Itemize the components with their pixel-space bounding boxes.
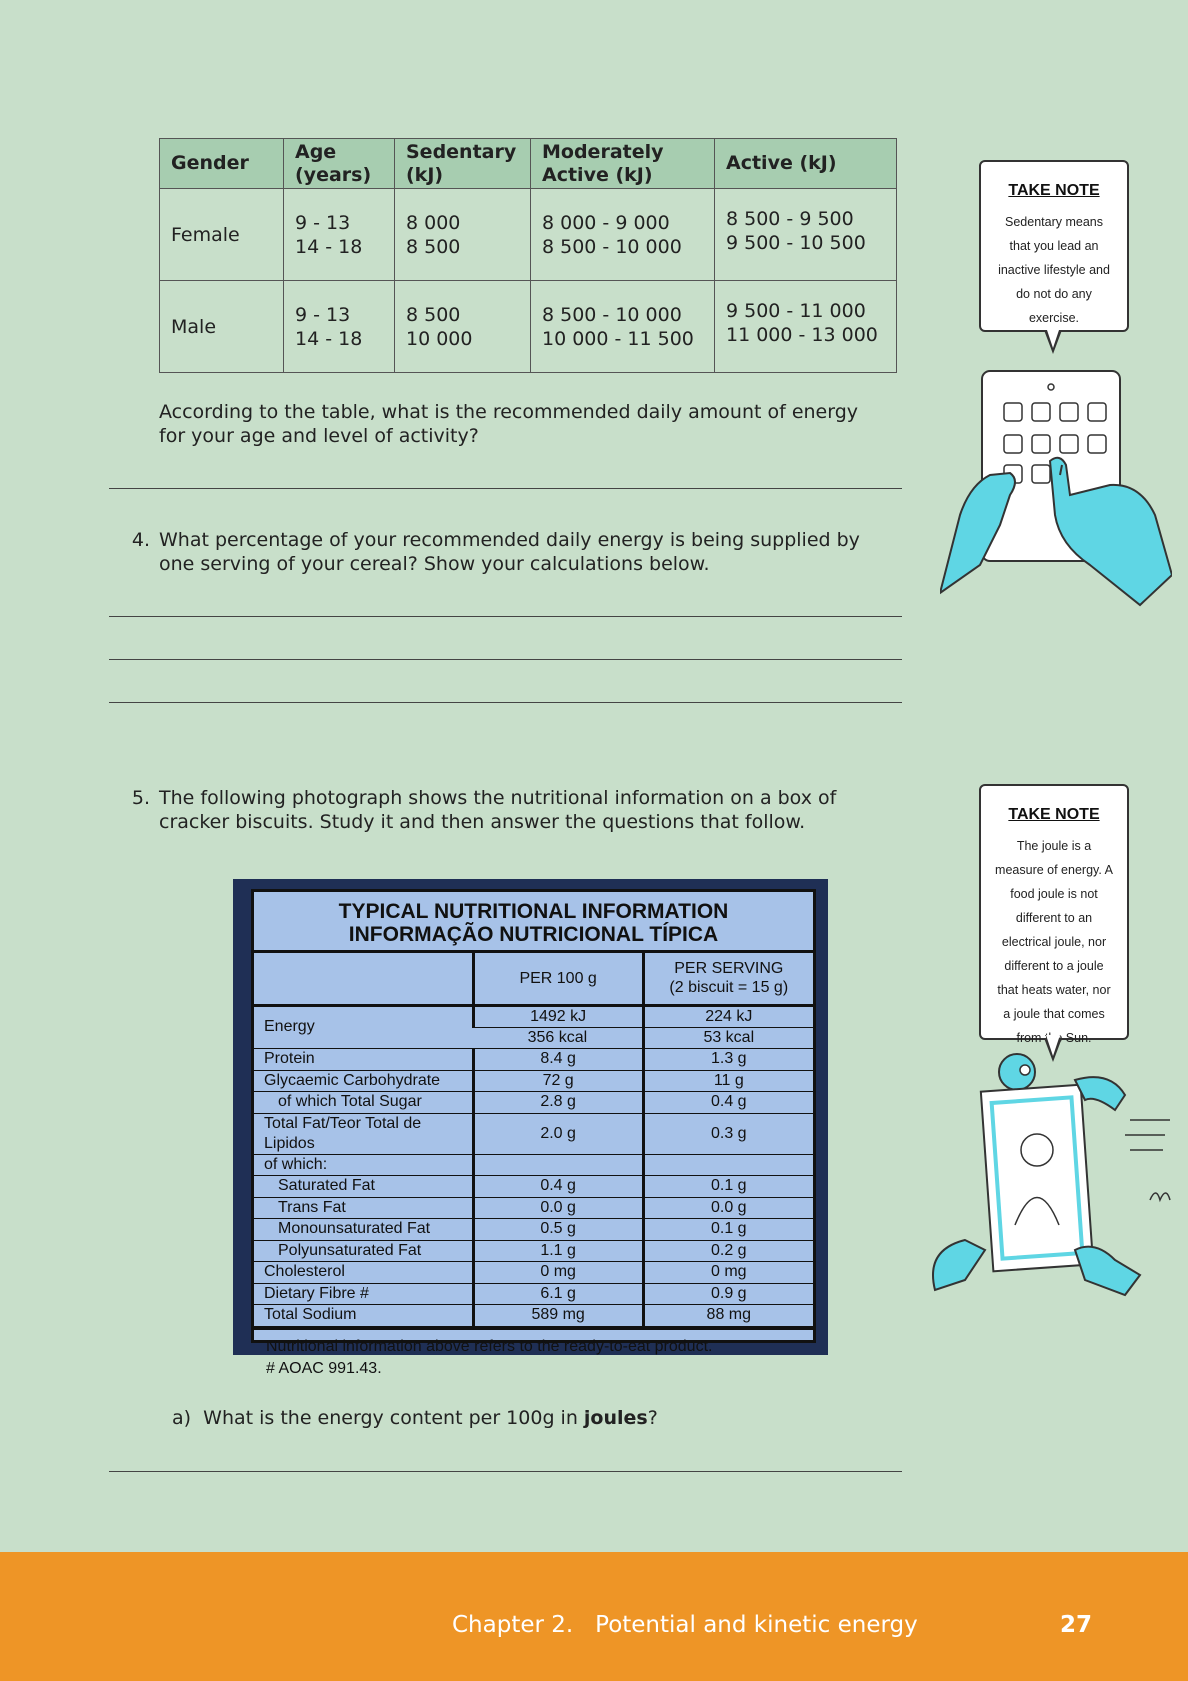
table-row: [254, 1154, 813, 1176]
per-100g-value: 0.0 g: [473, 1197, 643, 1219]
answer-line[interactable]: [109, 616, 902, 617]
nutrition-table: [254, 953, 813, 1327]
active-cell: 8 500 - 9 500 9 500 - 10 500: [715, 189, 897, 281]
header-active: Active (kJ): [715, 139, 897, 189]
per-serving-value: 0.1 g: [643, 1219, 813, 1241]
take-note-title: TAKE NOTE: [1008, 182, 1100, 199]
question-4-text: What percentage of your recommended daily energy is being supplied by one serving of your cereal? Show your calculations below.: [159, 529, 860, 575]
table-header-row: [160, 139, 897, 189]
take-note-body: Sedentary means that you lead an inactive lifestyle and do not do any exercise.: [998, 215, 1110, 325]
sedentary-cell: 8 500 10 000: [395, 281, 531, 373]
page-footer: [0, 1552, 1188, 1681]
nutrient-name: Saturated Fat: [254, 1176, 473, 1198]
nutrient-name: Protein: [254, 1049, 473, 1071]
per-serving-value: 0.4 g: [643, 1092, 813, 1114]
nutrient-name: Polyunsaturated Fat: [254, 1240, 473, 1262]
table-row: [254, 1070, 813, 1092]
per-serving-value: 0.2 g: [643, 1240, 813, 1262]
header-moderately-active: Moderately Active (kJ): [531, 139, 715, 189]
per-serving-value: 11 g: [643, 1070, 813, 1092]
per-100g-value: 2.8 g: [473, 1092, 643, 1114]
per-100g-value: 356 kcal: [473, 1027, 643, 1049]
table-row: [254, 1113, 813, 1154]
nutrition-header-row: [254, 953, 813, 1005]
per-100g-value: [473, 1154, 643, 1176]
energy-requirements-table: [159, 138, 897, 373]
question-3-text: According to the table, what is the recommended daily amount of energy for your age and level of activity?: [159, 401, 859, 447]
per-serving-value: 0.1 g: [643, 1176, 813, 1198]
nutrient-name: Glycaemic Carbohydrate: [254, 1070, 473, 1092]
take-note-title: TAKE NOTE: [1008, 806, 1100, 823]
per-serving-header: PER SERVING (2 biscuit = 15 g): [643, 953, 813, 1005]
nutrient-name: Energy: [254, 1005, 473, 1049]
table-row: [254, 1176, 813, 1198]
header-sedentary: Sedentary (kJ): [395, 139, 531, 189]
question-5-text: The following photograph shows the nutritional information on a box of cracker biscuits. Study it and then answer the questions that follow.: [159, 787, 837, 833]
answer-line[interactable]: [109, 1471, 902, 1472]
table-row: [254, 1240, 813, 1262]
per-100g-value: 0.4 g: [473, 1176, 643, 1198]
per-serving-value: 0.0 g: [643, 1197, 813, 1219]
tablet-illustration-icon: [940, 365, 1172, 615]
age-cell: 9 - 13 14 - 18: [284, 281, 395, 373]
nutrient-name: of which:: [254, 1154, 473, 1176]
per-100g-value: 0.5 g: [473, 1219, 643, 1241]
take-note-joule: [979, 784, 1129, 1045]
table-row: [254, 1262, 813, 1284]
gender-cell: Male: [160, 281, 284, 373]
table-row: [254, 1092, 813, 1114]
table-row: [160, 189, 897, 281]
header-gender: Gender: [160, 139, 284, 189]
per-100g-value: 72 g: [473, 1070, 643, 1092]
nutrient-name: of which Total Sugar: [254, 1092, 473, 1114]
nutrition-footnote: Nutritional information above refers to the ready-to-eat product. # AOAC 991.43.: [254, 1327, 813, 1386]
nutrient-name: Trans Fat: [254, 1197, 473, 1219]
per-serving-value: 0.3 g: [643, 1113, 813, 1154]
active-cell: 9 500 - 11 000 11 000 - 13 000: [715, 281, 897, 373]
table-row: [160, 281, 897, 373]
nutrient-name: Monounsaturated Fat: [254, 1219, 473, 1241]
per-serving-value: 88 mg: [643, 1305, 813, 1327]
nutrition-label: [251, 889, 816, 1377]
nutrition-header-blank: [254, 953, 473, 1005]
per-serving-value: 0.9 g: [643, 1283, 813, 1305]
robot-illustration-icon: [925, 1050, 1180, 1320]
per-100g-header: PER 100 g: [473, 953, 643, 1005]
page-number: 27: [1060, 1612, 1093, 1638]
per-100g-value: 0 mg: [473, 1262, 643, 1284]
table-row: [254, 1049, 813, 1071]
per-100g-value: 1492 kJ: [473, 1005, 643, 1027]
nutrient-name: Total Sodium: [254, 1305, 473, 1327]
age-cell: 9 - 13 14 - 18: [284, 189, 395, 281]
take-note-body: The joule is a measure of energy. A food joule is not different to an electrical joule, nor different to a joule that heats water, nor a joule that comes from the Sun.: [995, 839, 1113, 1045]
per-serving-value: 1.3 g: [643, 1049, 813, 1071]
nutrition-label-title: TYPICAL NUTRITIONAL INFORMATION INFORMAÇÃO NUTRICIONAL TÍPICA: [254, 892, 813, 953]
chapter-title: Chapter 2. Potential and kinetic energy: [452, 1612, 918, 1638]
per-100g-value: 589 mg: [473, 1305, 643, 1327]
table-row: [254, 1005, 813, 1027]
question-4-number: 4.: [131, 529, 150, 551]
per-100g-value: 6.1 g: [473, 1283, 643, 1305]
per-100g-value: 2.0 g: [473, 1113, 643, 1154]
table-row: [254, 1283, 813, 1305]
per-100g-value: 1.1 g: [473, 1240, 643, 1262]
gender-cell: Female: [160, 189, 284, 281]
per-100g-value: 8.4 g: [473, 1049, 643, 1071]
answer-line[interactable]: [109, 702, 902, 703]
speech-tail: [1044, 330, 1062, 354]
per-serving-value: 53 kcal: [643, 1027, 813, 1049]
answer-line[interactable]: [109, 659, 902, 660]
question-5-number: 5.: [131, 787, 150, 809]
table-row: [254, 1305, 813, 1327]
table-row: [254, 1197, 813, 1219]
nutrition-label-photo: [233, 879, 828, 1377]
per-serving-value: 224 kJ: [643, 1005, 813, 1027]
take-note-sedentary: [979, 160, 1129, 332]
nutrient-name: Dietary Fibre #: [254, 1283, 473, 1305]
moderate-cell: 8 000 - 9 000 8 500 - 10 000: [531, 189, 715, 281]
answer-line[interactable]: [109, 488, 902, 489]
moderate-cell: 8 500 - 10 000 10 000 - 11 500: [531, 281, 715, 373]
header-age: Age (years): [284, 139, 395, 189]
question-5a: a) What is the energy content per 100g in joules?: [172, 1407, 658, 1429]
nutrient-name: Total Fat/Teor Total de Lipidos: [254, 1113, 473, 1154]
per-serving-value: [643, 1154, 813, 1176]
nutrient-name: Cholesterol: [254, 1262, 473, 1284]
table-row: [254, 1219, 813, 1241]
per-serving-value: 0 mg: [643, 1262, 813, 1284]
sedentary-cell: 8 000 8 500: [395, 189, 531, 281]
